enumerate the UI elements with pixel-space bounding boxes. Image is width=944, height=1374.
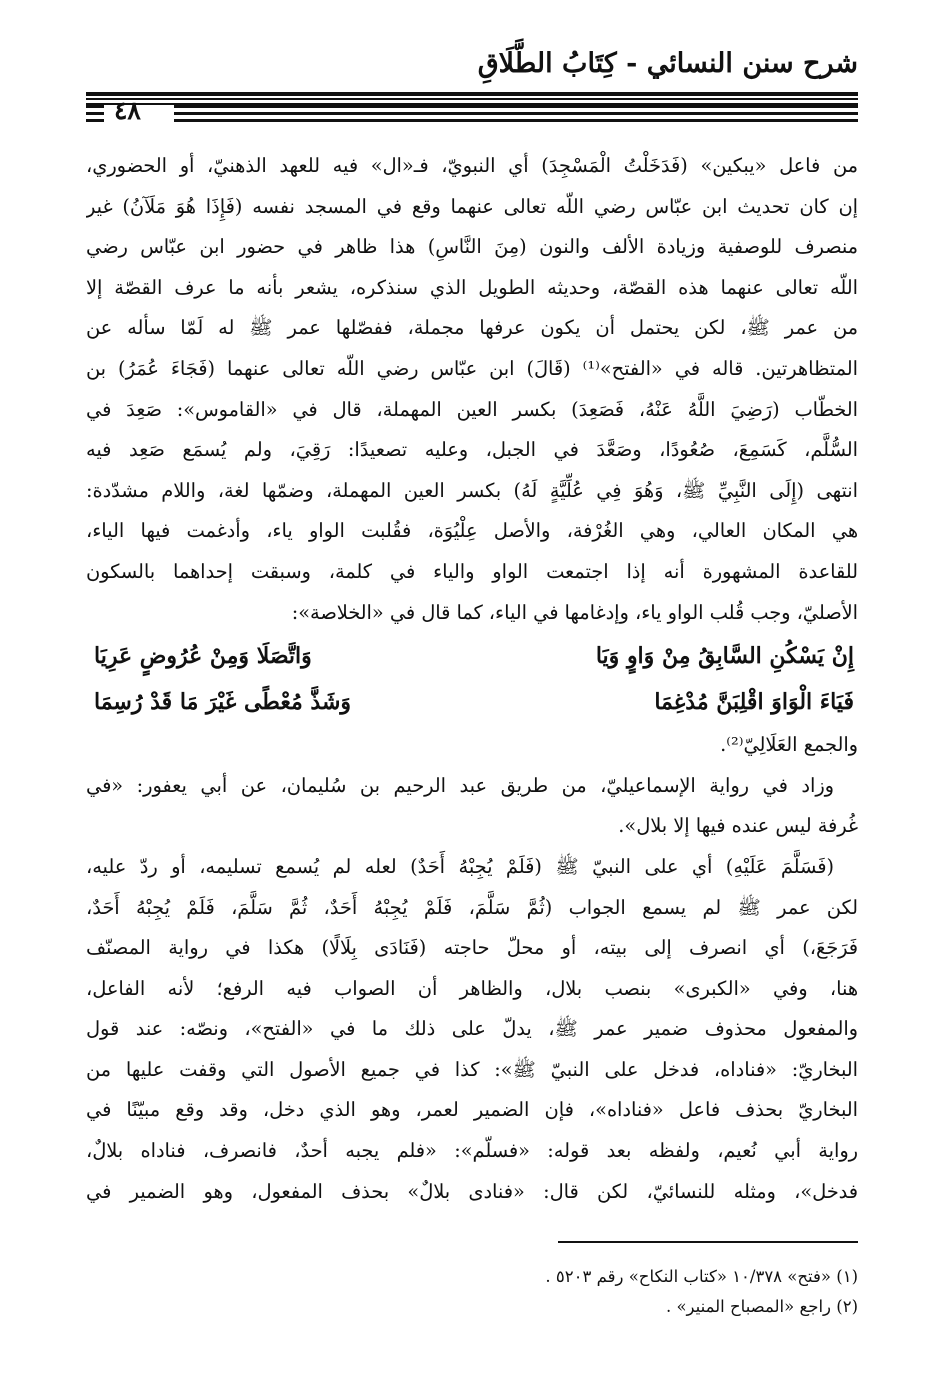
poem-hemistich: وَاتَّصَلَا وَمِنْ عُرُوضٍ عَرِيَا [94, 643, 312, 670]
poem-verse [94, 633, 854, 679]
poem-hemistich: إِنْ يَسْكُنِ السَّابِقُ مِنْ وَاوٍ وَيَا [595, 643, 854, 670]
text-line: والجمع العَلَالِيّ⁽²⁾. [720, 733, 858, 757]
text-line: من عمر ﷺ، لكن يحتمل أن يكون عرفها مجملة، ففصّلها عمر ﷺ له لَمّا سأله عن [86, 316, 858, 340]
header-rule [86, 98, 858, 100]
text-line: فَرَجَعَ،) أي انصرف إلى بيته، أو محلّ حاجته (فَنَادَى بِلَالًا) هكذا في رواية المصنّف [86, 936, 858, 960]
page-number-rule [174, 105, 858, 108]
header-rule [86, 92, 858, 96]
text-line: الخطّاب (رَضِيَ اللَّهُ عَنْهُ، فَصَعِدَ) بكسر العين المهملة، قال في «القاموس»: صَعِدَ في [86, 397, 858, 421]
footnotes [86, 1262, 858, 1322]
poem-hemistich: وَشَذَّ مُعْطًى غَيْرَ مَا قَدْ رُسِمَا [94, 689, 351, 716]
text-line: البخاريّ: «فناداه، فدخل على النبيّ ﷺ»: كذا في جميع الأصول التي وقفت عليها من [86, 1057, 858, 1081]
page-header [86, 48, 858, 128]
text-line: الأصليّ، وجب قُلب الواو ياء، وإدغامها في الياء، كما قال في «الخلاصة»: [291, 600, 858, 624]
text-line: انتهى (إِلَى النَّبِيِّ ﷺ، وَهُوَ فِي عُلِّيَّةٍ لَهُ) بكسر العين المهملة، وضمّها لغة، واللام مشدّدة: [86, 478, 858, 502]
page-number-rule-short [86, 105, 104, 108]
paragraph [86, 847, 858, 1212]
paragraph [86, 725, 858, 766]
page-number-rule [174, 119, 858, 122]
page-number-rule [174, 112, 858, 115]
paragraph [86, 766, 858, 847]
page-number: ٤٨ [114, 96, 141, 125]
text-line: لكن عمر ﷺ لم يسمع الجواب (ثُمَّ سَلَّمَ، فَلَمْ يُجِبْهُ أَحَدٌ، ثُمَّ سَلَّمَ، فَلَمْ يُجِبْهُ أَحَدٌ، [86, 895, 858, 919]
text-line: هي المكان العالي، وهي الغُرْفة، والأصل عِلْيُوَة، فقُلبت الواو ياء، وأدغمت فيها الياء، [86, 519, 858, 543]
text-line: هنا، وفي «الكبرى» بنصب بلال، والظاهر أن الصواب فيه الرفع؛ لأنه الفاعل، [86, 976, 858, 1000]
paragraph [86, 146, 858, 633]
poem-verses [86, 633, 858, 725]
footnote-separator [558, 1241, 858, 1243]
text-line: البخاريّ بحذف فاعل «فناداه»، فإن الضمير لعمر، وهو الذي دخل، وقد وقع مبيّنًا في [86, 1098, 858, 1122]
text-line: اللّه تعالى عنهما هذه القصّة، وحديثه الطويل الذي سنذكره، يشعر بأنه ما عرف القصّة إلا [86, 275, 858, 299]
footnote: (١) «فتح» ١٠/٣٧٨ «كتاب النكاح» رقم ٥٢٠٣ . [545, 1267, 858, 1286]
text-line: وزاد في رواية الإسماعيليّ، من طريق عبد الرحيم بن سُليمان، عن أبي يعفور: «في [86, 773, 834, 797]
text-line: السُّلَّم، كَسَمِعَ، صُعُودًا، وصَعَّدَ في الجبل، وعليه تصعيدًا: رَقِيَ، ولم يُسمَع صَعِد فيه [86, 438, 858, 462]
text-line: منصرف للوصفية وزيادة الألف والنون (مِنَ النَّاسِ) هذا ظاهر في حضور ابن عبّاس رضي [86, 235, 858, 259]
main-text [86, 146, 858, 1212]
text-line: المتظاهرتين. قاله في «الفتح»⁽¹⁾ (قَالَ) ابن عبّاس رضي اللّه تعالى عنهما (فَجَاءَ عُمَرُ) بن [86, 356, 858, 380]
text-line: (فَسَلَّمَ عَلَيْهِ) أي على النبيّ ﷺ (فَلَمْ يُجِبْهُ أَحَدٌ) لعله لم يُسمع تسليمه، أو ردّ عليه، [86, 854, 834, 878]
text-line: غُرفة ليس عنده فيها إلا بلال». [618, 814, 858, 838]
text-line: فدخل»، ومثله للنسائيّ، لكن قال: «فنادى بلالٌ» بحذف المفعول، وهو الضمير في [86, 1179, 858, 1203]
footnote: (٢) راجع «المصباح المنير» . [665, 1297, 858, 1316]
text-line: رواية أبي نُعيم، ولفظه بعد قوله: «فسلّم»: «فلم يجبه أحدٌ، فانصرف، فناداه بلالٌ، [86, 1139, 858, 1163]
page-number-rule-short [86, 119, 104, 122]
poem-verse [94, 679, 854, 725]
text-line: إن كان تحديث ابن عبّاس رضي اللّه تعالى عنهما وقع في المسجد نفسه (فَإِذَا هُوَ مَلَآنُ) غير [86, 194, 858, 218]
page-number-rule-short [86, 112, 104, 115]
text-line: من فاعل «يبكين» (فَدَخَلْتُ الْمَسْجِدَ) أي النبويّ، فـ«ال» فيه للعهد الذهنيّ، أو الحضوري، [86, 154, 858, 177]
text-line: والمفعول محذوف ضمير عمر ﷺ، يدلّ على ذلك ما في «الفتح»، ونصّه: عند قول [86, 1017, 858, 1041]
poem-hemistich: فَيَاءَ الْوَاوَ اقْلِبَنَّ مُدْغِمَا [654, 689, 854, 716]
text-line: للقاعدة المشهورة أنه إذا اجتمعت الواو والياء في كلمة، وسبقت إحداهما بالسكون [86, 559, 858, 583]
running-title: شرح سنن النسائي - كِتَابُ الطَّلَاقِ [477, 48, 858, 79]
